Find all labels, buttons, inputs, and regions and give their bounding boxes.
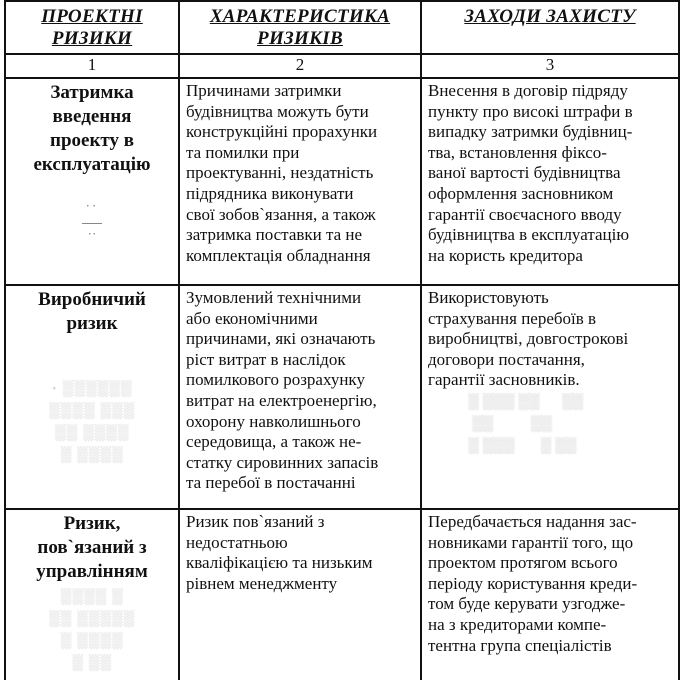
risk-name-line: проекту в: [50, 130, 134, 151]
protection-cell: [422, 79, 678, 284]
column-number: 2: [180, 55, 422, 77]
text-line: періоду користування креди-: [428, 573, 638, 593]
text-line: причинами, які означають: [186, 329, 376, 349]
header-row: [6, 2, 678, 55]
text-line: на користь кредитора: [428, 245, 583, 265]
risk-name-line: ризик: [66, 313, 118, 334]
text-line: новниками гарантії того, що: [428, 532, 634, 552]
text-line: статку сировинних запасів: [186, 452, 379, 472]
text-line: підрядника виконувати: [186, 183, 354, 203]
risk-name-line: Ризик,: [63, 513, 121, 534]
risk-name-cell: [6, 286, 180, 508]
text-line: ріст витрат в наслідок: [186, 349, 346, 369]
text-line: Ризик пов`язаний з: [186, 512, 325, 531]
text-line: Передбачається надання зас-: [428, 512, 637, 531]
text-line: комплектація обладнання: [186, 245, 371, 265]
text-line: проектом протягом всього: [428, 553, 618, 573]
protection-cell: [422, 510, 678, 680]
text-line: Зумовлений технічними: [186, 288, 362, 307]
faded-scan-mark: ░░░░ ░ ░░ ░░░░░ ░ ░░░░ ░ ░░: [48, 589, 136, 671]
table-row: [6, 510, 678, 680]
text-line: на з кредиторами компе-: [428, 614, 607, 634]
column-number: 1: [6, 55, 180, 77]
risk-name-line: введення: [52, 106, 132, 127]
faded-scan-mark: ░ ░░░ ░░ ░░ ░░ ░░ ░ ░░░ ░ ░░: [468, 393, 584, 454]
text-line: витрат на електроенергію,: [186, 390, 377, 410]
protection-cell: [422, 286, 678, 508]
text-line: тва, встановлення фіксо-: [428, 142, 607, 162]
header-project-risks: ПРОЕКТНІ РИЗИКИ: [6, 2, 180, 53]
text-line: або економічними: [186, 308, 318, 328]
faded-scan-mark: · ░░░░░░ ░░░░ ░░░ ░░ ░░░░ ░ ░░░░: [48, 381, 136, 463]
text-line: оформлення засновником: [428, 183, 614, 203]
text-line: будівництва в експлуатацію: [428, 225, 630, 245]
text-line: помилкового розрахунку: [186, 370, 365, 390]
text-line: середовища, а також не-: [186, 432, 362, 452]
characteristic-cell: [180, 79, 422, 284]
characteristic-cell: [180, 286, 422, 508]
text-line: свої зобов`язання, а також: [186, 204, 376, 224]
text-line: недостатньою: [186, 532, 288, 552]
text-line: затримка поставки та не: [186, 225, 363, 245]
text-line: Використовують: [428, 288, 549, 307]
text-line: та перебої в постачанні: [186, 473, 356, 493]
text-line: Внесення в договір підряду: [428, 81, 628, 100]
text-line: договори постачання,: [428, 349, 585, 369]
text-line: Причинами затримки: [186, 81, 342, 100]
column-number: 3: [545, 55, 555, 74]
risk-name-cell: [6, 510, 180, 680]
column-number-row: [6, 55, 678, 79]
text-line: випадку затримки будівниц-: [428, 122, 633, 142]
text-line: гарантії своєчасного вводу: [428, 204, 622, 224]
text-line: том буде керувати узгодже-: [428, 594, 626, 614]
table-row: [6, 286, 678, 510]
text-line: охорону навколишнього: [186, 411, 361, 431]
characteristic-cell: [180, 510, 422, 680]
header-risk-characteristics: ХАРАКТЕРИСТИКА РИЗИКІВ: [180, 2, 422, 53]
text-line: страхування перебоїв в: [428, 308, 597, 328]
text-line: виробництві, довгострокові: [428, 329, 629, 349]
risk-table: [4, 0, 680, 680]
header-protection-measures: ЗАХОДИ ЗАХИСТУ: [464, 6, 636, 27]
text-line: ваної вартості будівництва: [428, 163, 621, 183]
text-line: рівнем менеджменту: [186, 573, 338, 593]
text-line: пункту про високі штрафи в: [428, 101, 633, 121]
risk-name-line: експлуатацію: [33, 154, 151, 175]
text-line: гарантії засновників.: [428, 370, 580, 390]
table-row: [6, 79, 678, 286]
text-line: конструкційні прорахунки: [186, 122, 378, 142]
text-line: тентна група спеціалістів: [428, 635, 612, 655]
risk-name-line: Виробничий: [38, 289, 146, 310]
risk-name-cell: [6, 79, 180, 284]
risk-name-line: пов`язаний з: [37, 537, 147, 558]
text-line: та помилки при: [186, 142, 300, 162]
text-line: кваліфікацією та низьким: [186, 553, 373, 573]
faded-scan-mark: ·· ··: [6, 199, 178, 241]
text-line: проектуванні, нездатність: [186, 163, 374, 183]
text-line: будівництва можуть бути: [186, 101, 369, 121]
risk-name-line: управлінням: [36, 561, 148, 582]
risk-name-line: Затримка: [50, 82, 134, 103]
